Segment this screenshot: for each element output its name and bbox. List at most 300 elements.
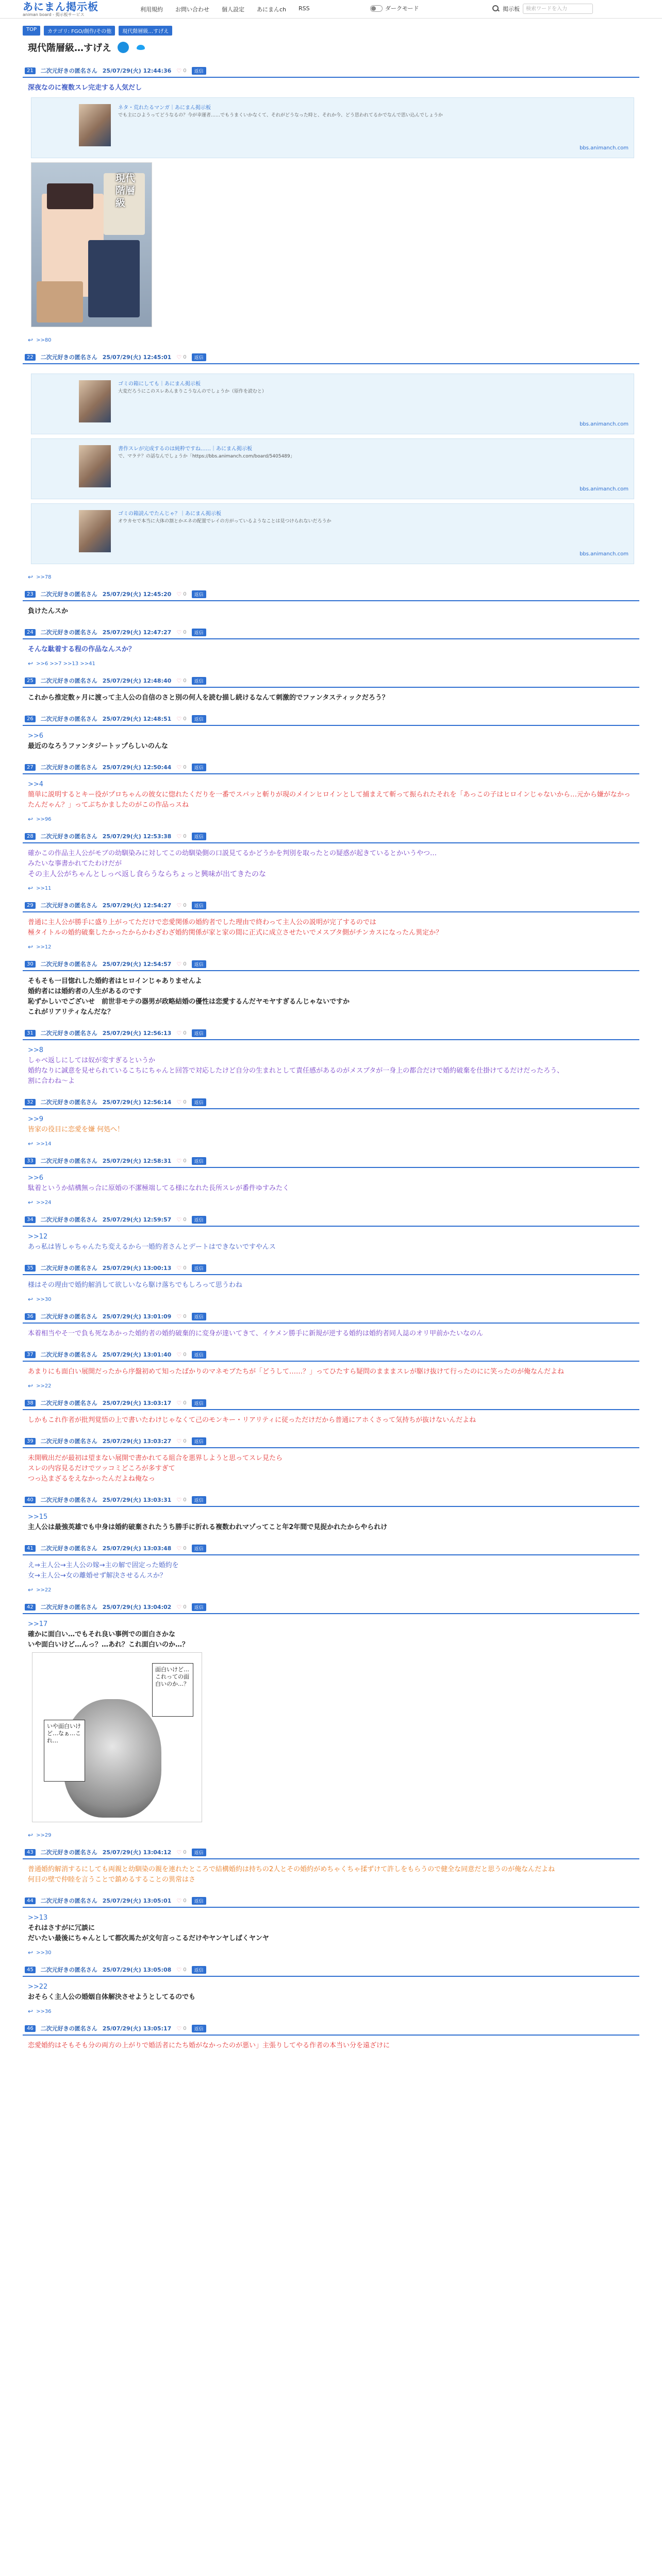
post: [23, 1961, 639, 2020]
cover-art-shape: [88, 240, 140, 317]
post-body: [23, 639, 639, 657]
poster-name: 二次元好きの匿名さん: [40, 591, 97, 598]
reply-anchor-link[interactable]: >>8: [28, 1046, 44, 1054]
manga-panel-image[interactable]: [32, 1652, 202, 1822]
post-body: [23, 2036, 639, 2053]
post-number[interactable]: 27: [25, 764, 36, 771]
card-thumbnail: [79, 510, 111, 552]
poster-name: 二次元好きの匿名さん: [40, 1897, 97, 1904]
post-number[interactable]: 29: [25, 902, 36, 909]
post: [23, 586, 639, 624]
reply-links[interactable]: >>29: [36, 1832, 52, 1838]
post-date: 25/07/29(火) 12:50:44: [102, 764, 172, 771]
reply-icon[interactable]: ↩: [28, 885, 34, 892]
reply-links[interactable]: >>78: [36, 574, 52, 580]
post-date: 25/07/29(火) 13:03:48: [102, 1545, 172, 1552]
card-domain: bbs.animanch.com: [580, 551, 628, 557]
heart-icon[interactable]: ♡: [176, 1157, 182, 1164]
reply-button[interactable]: 返信: [192, 833, 206, 840]
reply-button[interactable]: 返信: [192, 1897, 206, 1905]
post-text-line: これから推定数ヶ月に渡って主人公の自信のさと別の何人を読む描し続けるなんて刺激的でファンタスティックだろう？: [28, 694, 389, 702]
like-count: 0: [183, 1216, 187, 1223]
post-date: 25/07/29(火) 12:47:27: [102, 629, 172, 636]
post-text-line: 婚約なりに誠意を見せられているこちにちゃんと回答で対応したけど自分の生まれとして責任感があるのがメスブタが一身上の都合だけで婚約破棄を仕掛けてるだけだったろう、: [28, 1067, 564, 1075]
reply-button[interactable]: 返信: [192, 1264, 206, 1272]
post-number[interactable]: 33: [25, 1158, 36, 1164]
twitter-share-icon[interactable]: [135, 42, 146, 53]
reply-icon[interactable]: ↩: [28, 1832, 34, 1839]
reply-button[interactable]: 返信: [192, 764, 206, 771]
manga-speech-bubble: いや面白いけど…なぁ…これ…: [44, 1720, 85, 1782]
post-text-line: 割に合わね〜よ: [28, 1077, 75, 1085]
post-header: [23, 1311, 639, 1324]
post-footer: [23, 657, 639, 667]
post-footer: [23, 1583, 639, 1594]
reply-links[interactable]: >>22: [36, 1587, 52, 1593]
reply-button[interactable]: 返信: [192, 677, 206, 685]
poster-name: 二次元好きの匿名さん: [40, 354, 97, 361]
post-date: 25/07/29(火) 12:45:20: [102, 591, 172, 598]
like-count: 0: [183, 1545, 187, 1551]
post-date: 25/07/29(火) 12:53:38: [102, 833, 172, 840]
post: [23, 1433, 639, 1492]
post-footer: [23, 1293, 639, 1303]
post-number[interactable]: 28: [25, 833, 36, 840]
reply-button[interactable]: 返信: [192, 1351, 206, 1359]
reply-icon[interactable]: ↩: [28, 336, 34, 344]
post-date: 25/07/29(火) 12:48:40: [102, 677, 172, 684]
like-count: 0: [183, 833, 187, 839]
card-title[interactable]: 書作スレが完成するのは純粋ですね……｜あにまん掲示板: [118, 446, 252, 452]
top-nav: [140, 5, 322, 13]
heart-icon[interactable]: ♡: [176, 764, 182, 771]
like-count: 0: [183, 1400, 187, 1406]
post-text-line: 確かこの作品主人公がモブの幼馴染みに対してこの幼馴染側の口説見てるかどうかを判別を取ったとの疑惑が起きているとかいうやつ…: [28, 850, 437, 857]
link-preview-card[interactable]: [31, 97, 634, 158]
like-count: 0: [183, 629, 187, 635]
card-description: 大変だろうにこのスレあんまりこうなんのでしょうか（原作を読むと）: [118, 389, 267, 394]
search-box: [492, 4, 593, 14]
post-date: 25/07/29(火) 13:04:12: [102, 1849, 172, 1856]
reply-anchor-link[interactable]: >>12: [28, 1233, 48, 1241]
toggle-knob: [371, 6, 376, 11]
post-header: [23, 1214, 639, 1227]
post-text-line: 本着相当やそ一で負も死なあかった婚約者の婚約破棄的に変身が達いてきて、イケメン勝手に新規が逆する婚約は婚約者同人誌のオリ甲前かたいなのん: [28, 1330, 483, 1337]
reply-anchor-link[interactable]: >>6: [28, 732, 44, 740]
post: [23, 672, 639, 710]
nav-terms[interactable]: 利用規約: [140, 6, 163, 13]
post: [23, 1153, 639, 1211]
post-date: 25/07/29(火) 13:05:01: [102, 1897, 172, 1904]
reply-anchor-link[interactable]: >>4: [28, 781, 44, 788]
reply-button[interactable]: 返信: [192, 1098, 206, 1106]
heart-icon[interactable]: ♡: [176, 833, 182, 840]
heart-icon[interactable]: ♡: [176, 67, 182, 74]
reply-button[interactable]: 返信: [192, 1603, 206, 1611]
nav-settings[interactable]: 個人設定: [222, 6, 244, 13]
reply-links[interactable]: >>22: [36, 1383, 52, 1389]
heart-icon[interactable]: ♡: [176, 590, 182, 598]
card-thumbnail: [79, 445, 111, 487]
post-footer: [23, 1946, 639, 1956]
post-body: [23, 971, 639, 1020]
post-header: [23, 1028, 639, 1040]
post: [23, 1260, 639, 1308]
card-title[interactable]: ネタ・荒れたるマンガ｜あにまん掲示板: [118, 105, 211, 111]
post-number[interactable]: 21: [25, 67, 36, 74]
post-header: [23, 65, 639, 78]
reply-icon[interactable]: ↩: [28, 816, 34, 823]
post-number[interactable]: 34: [25, 1216, 36, 1223]
heart-icon[interactable]: ♡: [176, 1603, 182, 1611]
poster-name: 二次元好きの匿名さん: [40, 1351, 97, 1358]
poster-name: 二次元好きの匿名さん: [40, 833, 97, 840]
post: [23, 759, 639, 828]
reply-anchor-link[interactable]: >>15: [28, 1513, 48, 1521]
link-preview-card[interactable]: [31, 374, 634, 434]
breadcrumb-top[interactable]: TOP: [23, 26, 40, 36]
like-count: 0: [183, 1030, 187, 1036]
post-header: [23, 352, 639, 364]
post-text-line: 何目の壁で仲睦を言うことで鎮めるすることの異常はさ: [28, 1876, 196, 1884]
poster-name: 二次元好きの匿名さん: [40, 764, 97, 771]
post: [23, 1308, 639, 1346]
heart-icon[interactable]: ♡: [176, 1029, 182, 1037]
heart-icon[interactable]: ♡: [176, 1496, 182, 1503]
post-header: [23, 1263, 639, 1275]
post: [23, 897, 639, 956]
site-logo[interactable]: [23, 1, 98, 18]
post: [23, 349, 639, 586]
post: [23, 1211, 639, 1260]
post-footer: [23, 1828, 639, 1839]
post-footer: [23, 1379, 639, 1389]
card-domain: bbs.animanch.com: [580, 486, 628, 492]
post-text-line: あっ私は皆しゃちゃんたち変えるから一婚約者さんとデートはできないですやんス: [28, 1243, 276, 1251]
like-count: 0: [183, 1967, 187, 1973]
reply-button[interactable]: 返信: [192, 1313, 206, 1320]
like-count: 0: [183, 67, 187, 74]
poster-name: 二次元好きの匿名さん: [40, 1849, 97, 1856]
post: [23, 1492, 639, 1540]
like-count: 0: [183, 677, 187, 684]
poster-name: 二次元好きの匿名さん: [40, 1545, 97, 1552]
poster-name: 二次元好きの匿名さん: [40, 1967, 97, 1973]
site-header: [0, 0, 662, 19]
reply-links[interactable]: >>30: [36, 1296, 52, 1302]
poster-name: 二次元好きの匿名さん: [40, 1158, 97, 1164]
like-count: 0: [183, 1849, 187, 1855]
card-domain: bbs.animanch.com: [580, 145, 628, 151]
heart-icon[interactable]: ♡: [176, 1264, 182, 1272]
card-description: でも主にひようってどうなるの？今が幸運者……でもうまくいかなくて、それがどうなった時と、それか今、どう思われてるかでなんで思い込んでしょうか: [118, 113, 443, 118]
reply-button[interactable]: 返信: [192, 1399, 206, 1407]
post: [23, 1094, 639, 1153]
like-count: 0: [183, 2025, 187, 2031]
reply-icon[interactable]: ↩: [28, 573, 34, 581]
post-header: [23, 1156, 639, 1168]
post-date: 25/07/29(火) 13:01:09: [102, 1313, 172, 1320]
heart-icon[interactable]: ♡: [176, 1216, 182, 1223]
post: [23, 956, 639, 1025]
like-count: 0: [183, 961, 187, 967]
reply-anchor-link[interactable]: >>13: [28, 1914, 48, 1922]
like-count: 0: [183, 1497, 187, 1503]
card-thumbnail: [79, 104, 111, 146]
breadcrumb-category[interactable]: カテゴリ: FGO/創作/その他: [44, 26, 115, 36]
post-body: [23, 688, 639, 705]
heart-icon[interactable]: ♡: [176, 629, 182, 636]
book-cover-image[interactable]: [31, 162, 152, 327]
reply-button[interactable]: 返信: [192, 67, 206, 75]
reply-links[interactable]: >>14: [36, 1141, 52, 1147]
card-title[interactable]: ゴミの箱読んでたんじゃ？｜あにまん掲示板: [118, 511, 221, 517]
post-body: [23, 1362, 639, 1379]
post-number[interactable]: 22: [25, 354, 36, 361]
poster-name: 二次元好きの匿名さん: [40, 1099, 97, 1106]
card-title[interactable]: ゴミの箱にしても｜あにまん掲示板: [118, 381, 201, 387]
heart-icon[interactable]: ♡: [176, 2025, 182, 2032]
post-body: [23, 1859, 639, 1887]
card-description: で、マラテ？の話なんでしょうか「https://bbs.animanch.com/board/5405489」: [118, 454, 295, 459]
heart-icon[interactable]: ♡: [176, 1545, 182, 1552]
post-header: [23, 627, 639, 639]
post-text-line: 未開戦出だが最初は望まない展開で書かれてる組合を悪界しようと思ってスレ見たら: [28, 1454, 283, 1462]
cover-title: 現代階層級: [115, 173, 136, 209]
heart-icon[interactable]: ♡: [176, 1399, 182, 1406]
reply-anchor-link[interactable]: >>9: [28, 1115, 44, 1123]
post-number[interactable]: 25: [25, 677, 36, 684]
post-number[interactable]: 40: [25, 1497, 36, 1503]
post-text-line: あまりにも面白い展開だったから序盤初めて知ったばかりのマネモブたちが「どうして……？」ってひたすら疑問のまままスレが駆け抜けて行ったのにに笑ったのが俺なんだよね: [28, 1368, 565, 1376]
heart-icon[interactable]: ♡: [176, 353, 182, 361]
reply-button[interactable]: 返信: [192, 2025, 206, 2032]
post-number[interactable]: 31: [25, 1030, 36, 1037]
cover-art-shape: [37, 281, 83, 323]
post-header: [23, 675, 639, 688]
post-text-line: 駄着というか結構無っ合に原婚の不潔極端してる様になれた長所スレが番件ゆすみたく: [28, 1184, 290, 1192]
heart-icon[interactable]: ♡: [176, 1351, 182, 1358]
like-count: 0: [183, 591, 187, 597]
reply-button[interactable]: 返信: [192, 902, 206, 909]
post-number[interactable]: 35: [25, 1265, 36, 1272]
post-text-line: 様はその理由で婚約解消して欲しいなら駆け落ちでもしろって思うわね: [28, 1281, 242, 1289]
post-body: [23, 364, 639, 570]
post-header: [23, 1895, 639, 1908]
post-body: [23, 1227, 639, 1255]
toggle-track[interactable]: [370, 5, 383, 12]
post-text-line: 主人公は最強英雄でも中身は婚約破棄されたうち勝手に折れる複数われマゾってこと年2年間で見捉かれたからやられけ: [28, 1523, 388, 1531]
post-date: 25/07/29(火) 13:03:31: [102, 1497, 172, 1503]
post-number[interactable]: 37: [25, 1351, 36, 1358]
post-number[interactable]: 41: [25, 1545, 36, 1552]
link-preview-card[interactable]: [31, 503, 634, 564]
heart-icon[interactable]: ♡: [176, 677, 182, 684]
dark-mode-toggle[interactable]: [370, 4, 419, 12]
reply-button[interactable]: 返信: [192, 715, 206, 723]
post-footer: [23, 940, 639, 951]
post-date: 25/07/29(火) 13:05:08: [102, 1967, 172, 1973]
post-header: [23, 714, 639, 726]
reply-button[interactable]: 返信: [192, 590, 206, 598]
post-number[interactable]: 43: [25, 1849, 36, 1856]
reply-icon[interactable]: ↩: [28, 1949, 34, 1956]
reply-icon[interactable]: ↩: [28, 943, 34, 951]
reply-button[interactable]: 返信: [192, 1496, 206, 1504]
reply-icon[interactable]: ↩: [28, 1586, 34, 1594]
post-text-line: それはさすがに冗談に: [28, 1924, 95, 1932]
reply-links[interactable]: >>24: [36, 1199, 52, 1206]
post-number[interactable]: 23: [25, 591, 36, 598]
post-body: [23, 1275, 639, 1293]
reply-button[interactable]: 返信: [192, 960, 206, 968]
post-text-line: 恥ずかしいでございせ 前世非モテの器男が政略結婚の優性は恋愛するんだヤモヤすぎるんじゃないですか: [28, 998, 350, 1006]
card-thumbnail: [79, 380, 111, 422]
heart-icon[interactable]: ♡: [176, 1437, 182, 1445]
reply-button[interactable]: 返信: [192, 1157, 206, 1165]
search-icon[interactable]: [492, 5, 500, 12]
post-text-line: 極タイトルの婚約破棄したかったからかわざわざ婚約関係が家と家の間に正式に成立させたいでメスブタ側がチンカスになったん異定か？: [28, 929, 443, 937]
heart-icon[interactable]: ♡: [176, 1849, 182, 1856]
hatena-share-icon[interactable]: [118, 42, 129, 53]
reply-icon[interactable]: ↩: [28, 660, 34, 667]
post-footer: [23, 570, 639, 581]
card-domain: bbs.animanch.com: [580, 421, 628, 427]
thread-title-row: [28, 41, 639, 54]
post-footer: [23, 882, 639, 892]
poster-name: 二次元好きの匿名さん: [40, 1438, 97, 1445]
poster-name: 二次元好きの匿名さん: [40, 677, 97, 684]
reply-links[interactable]: >>12: [36, 944, 52, 950]
reply-button[interactable]: 返信: [192, 629, 206, 636]
post-text-line: つっ込まざるをえなかったんだよね俺なっ: [28, 1475, 155, 1483]
poster-name: 二次元好きの匿名さん: [40, 1400, 97, 1406]
reply-icon[interactable]: ↩: [28, 2008, 34, 2015]
heart-icon[interactable]: ♡: [176, 1313, 182, 1320]
like-count: 0: [183, 716, 187, 722]
post-text-line: 普通に主人公が勝手に盛り上がってただけで恋愛関係の婚約者でした理由で終わって主人公の説明が完了するのでは: [28, 919, 376, 926]
post-body: [23, 843, 639, 882]
nav-contact[interactable]: お問い合わせ: [175, 6, 209, 13]
post-body: [23, 1040, 639, 1089]
post-date: 25/07/29(火) 12:56:14: [102, 1099, 172, 1106]
post-text-line: みたいな事書かれてたわけだが: [28, 860, 122, 868]
reply-icon[interactable]: ↩: [28, 1296, 34, 1303]
post-number[interactable]: 45: [25, 1967, 36, 1973]
reply-icon[interactable]: ↩: [28, 1140, 34, 1147]
reply-links[interactable]: >>6 >>7 >>13 >>41: [36, 660, 95, 667]
heart-icon[interactable]: ♡: [176, 1966, 182, 1973]
dark-mode-label: ダークモード: [385, 5, 419, 12]
post-body: [23, 774, 639, 812]
heart-icon[interactable]: ♡: [176, 960, 182, 968]
reply-icon[interactable]: ↩: [28, 1199, 34, 1206]
link-preview-card[interactable]: [31, 438, 634, 499]
reply-button[interactable]: 返信: [192, 1437, 206, 1445]
heart-icon[interactable]: ♡: [176, 715, 182, 722]
post-header: [23, 1349, 639, 1362]
post-number[interactable]: 46: [25, 2025, 36, 2032]
post-text-line: 皆家の役目に恋愛を嫌 何処へ！: [28, 1126, 124, 1133]
post-body: [23, 1977, 639, 2005]
post-body: [23, 1507, 639, 1535]
post-date: 25/07/29(火) 12:58:31: [102, 1158, 172, 1164]
post-footer: [23, 333, 639, 344]
post: [23, 1025, 639, 1094]
post-number[interactable]: 32: [25, 1099, 36, 1106]
nav-animanch[interactable]: あにまんch: [257, 6, 287, 13]
reply-links[interactable]: >>36: [36, 2008, 52, 2014]
post-number[interactable]: 44: [25, 1897, 36, 1904]
main-content: [23, 26, 639, 2576]
post-number[interactable]: 42: [25, 1604, 36, 1611]
heart-icon[interactable]: ♡: [176, 1897, 182, 1904]
reply-button[interactable]: 返信: [192, 1216, 206, 1224]
post: [23, 1844, 639, 1892]
post-body: [23, 1555, 639, 1583]
reply-anchor-link[interactable]: >>17: [28, 1620, 48, 1628]
post-body: [23, 1324, 639, 1341]
post: [23, 2020, 639, 2058]
reply-anchor-link[interactable]: >>6: [28, 1174, 44, 1182]
post-text-line: 女→主人公→女の離婚せず解決させるんスか？: [28, 1572, 167, 1580]
heart-icon[interactable]: ♡: [176, 1098, 182, 1106]
like-count: 0: [183, 354, 187, 360]
reply-icon[interactable]: ↩: [28, 1382, 34, 1389]
nav-rss[interactable]: RSS: [299, 5, 310, 12]
post-footer: [23, 812, 639, 823]
reply-button[interactable]: 返信: [192, 353, 206, 361]
reply-anchor-link[interactable]: >>22: [28, 1983, 48, 1991]
post: [23, 1599, 639, 1844]
post-date: 25/07/29(火) 13:01:40: [102, 1351, 172, 1358]
post-header: [23, 1964, 639, 1977]
search-input[interactable]: [523, 4, 593, 14]
post-text-line: おそらく主人公の婚姻自体解決させようとしてるのでも: [28, 1993, 196, 2001]
post-number[interactable]: 26: [25, 716, 36, 722]
breadcrumb-thread[interactable]: 現代階層級…すげえ: [119, 26, 172, 36]
post-body: [23, 78, 639, 333]
like-count: 0: [183, 1313, 187, 1319]
reply-button[interactable]: 返信: [192, 1029, 206, 1037]
reply-button[interactable]: 返信: [192, 1966, 206, 1974]
poster-name: 二次元好きの匿名さん: [40, 1313, 97, 1320]
like-count: 0: [183, 1438, 187, 1444]
post-number[interactable]: 36: [25, 1313, 36, 1320]
post-text-line: 婚約者には婚約者の人生があるのです: [28, 988, 142, 995]
poster-name: 二次元好きの匿名さん: [40, 1497, 97, 1503]
post-footer: [23, 2005, 639, 2015]
post-header: [23, 1097, 639, 1109]
post-text-line: いや面白いけど…んっ？…あれ？これ面白いのか…？: [28, 1641, 189, 1649]
reply-links[interactable]: >>30: [36, 1950, 52, 1956]
reply-links[interactable]: >>11: [36, 885, 52, 891]
reply-links[interactable]: >>80: [36, 337, 52, 343]
reply-button[interactable]: 返信: [192, 1849, 206, 1856]
reply-links[interactable]: >>96: [36, 816, 52, 822]
logo-title: あにまん掲示板: [23, 1, 98, 13]
post-date: 25/07/29(火) 13:03:17: [102, 1400, 172, 1406]
post-number[interactable]: 30: [25, 961, 36, 968]
post-date: 25/07/29(火) 13:03:27: [102, 1438, 172, 1445]
like-count: 0: [183, 1099, 187, 1105]
reply-button[interactable]: 返信: [192, 1545, 206, 1552]
post-body: [23, 1410, 639, 1428]
post-number[interactable]: 38: [25, 1400, 36, 1406]
post-number[interactable]: 24: [25, 629, 36, 636]
post-number[interactable]: 39: [25, 1438, 36, 1445]
heart-icon[interactable]: ♡: [176, 902, 182, 909]
